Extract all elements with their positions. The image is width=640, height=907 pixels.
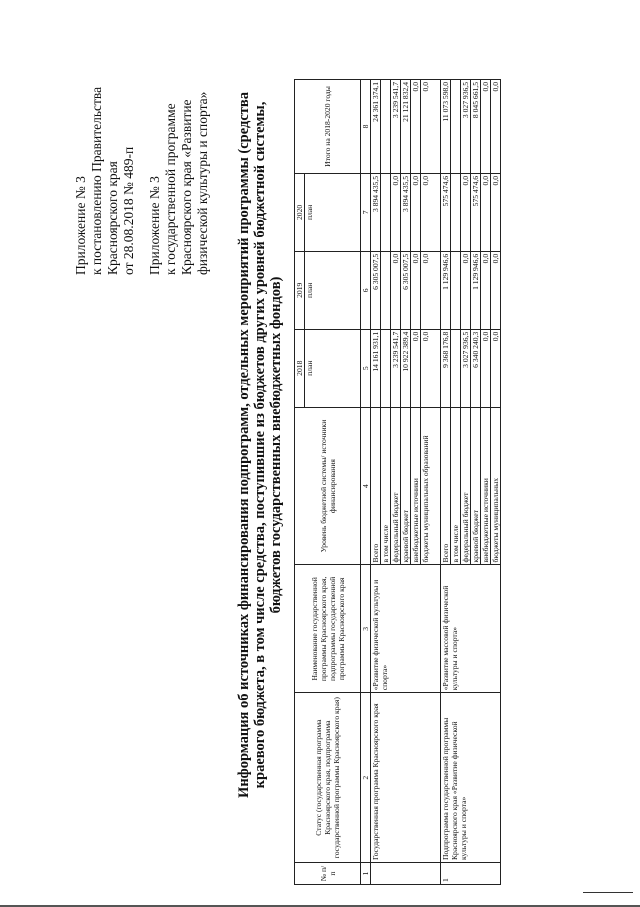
value-2019: 0,0 xyxy=(421,251,441,329)
value-total xyxy=(381,80,391,174)
column-number: 1 xyxy=(361,863,371,885)
value-total: 24 361 374,1 xyxy=(371,80,381,174)
title-line: Информация об источниках финансирования подпрограмм, отдельных мероприятий программы (средства xyxy=(236,92,252,798)
header-year-2018: 2018 xyxy=(295,329,305,407)
header-num: № п/п xyxy=(295,863,361,885)
column-number: 5 xyxy=(361,329,371,407)
financing-table xyxy=(294,79,501,885)
value-2018: 10 922 389,4 xyxy=(401,329,411,407)
value-2019: 0,0 xyxy=(491,251,501,329)
value-total: 11 073 598,0 xyxy=(441,80,451,174)
appendix-line: к государственной программе xyxy=(163,103,178,275)
header-name: Наименование государственной программы Красноярского края, подпрограммы государственной программы Красноярского края xyxy=(295,565,361,693)
column-number: 8 xyxy=(361,80,371,174)
value-2020: 0,0 xyxy=(421,173,441,251)
document-title xyxy=(236,55,284,835)
row-num xyxy=(371,863,441,885)
value-total: 0,0 xyxy=(411,80,421,174)
appendix-line: Красноярского края «Развитие xyxy=(179,99,194,275)
value-2020: 575 474,6 xyxy=(441,173,451,251)
column-number: 6 xyxy=(361,251,371,329)
value-2020: 0,0 xyxy=(481,173,491,251)
value-2019: 0,0 xyxy=(461,251,471,329)
header-level: Уровень бюджетной системы/ источники финансирования xyxy=(295,407,361,565)
value-2020 xyxy=(381,173,391,251)
value-2019: 6 305 007,5 xyxy=(401,251,411,329)
value-2019 xyxy=(381,251,391,329)
value-2018: 6 340 240,3 xyxy=(471,329,481,407)
value-2020: 3 894 435,5 xyxy=(401,173,411,251)
row-status: Подпрограмма государственной программы Красноярского края «Развитие физической культуры и спорта» xyxy=(441,693,501,863)
header-plan: план xyxy=(305,251,361,329)
value-2019: 0,0 xyxy=(411,251,421,329)
title-line: краевого бюджета, в том числе средства, поступившие из бюджетов других уровней бюджетной системы, xyxy=(252,101,268,789)
row-status: Государственная программа Красноярского края xyxy=(371,693,441,863)
appendix-line: Красноярского края xyxy=(105,161,120,275)
row-program-name: «Развитие массовой физической культуры и спорта» xyxy=(441,565,501,693)
header-total: Итого на 2018-2020 годы xyxy=(295,80,361,174)
header-plan: план xyxy=(305,329,361,407)
value-2018: 3 027 936,5 xyxy=(461,329,471,407)
value-total: 0,0 xyxy=(491,80,501,174)
title-line: бюджетов государственных внебюджетных фондов) xyxy=(268,276,284,614)
row-source: федеральный бюджет xyxy=(391,407,401,565)
row-source: в том числе xyxy=(381,407,391,565)
header-plan: план xyxy=(305,173,361,251)
value-2018: 0,0 xyxy=(411,329,421,407)
value-total: 3 239 541,7 xyxy=(391,80,401,174)
row-source: в том числе xyxy=(451,407,461,565)
table-row xyxy=(441,80,451,885)
appendix-line: Приложение № 3 xyxy=(147,176,162,275)
appendix-program-block xyxy=(147,92,211,275)
row-source: бюджеты муниципальных xyxy=(491,407,501,565)
appendix-line: физической культуры и спорта» xyxy=(195,91,210,275)
value-2020: 575 474,6 xyxy=(471,173,481,251)
value-2018: 0,0 xyxy=(491,329,501,407)
value-2020: 0,0 xyxy=(411,173,421,251)
header-year-2019: 2019 xyxy=(295,251,305,329)
appendix-line: к постановлению Правительства xyxy=(89,86,104,275)
value-2020: 0,0 xyxy=(461,173,471,251)
header-status: Статус (государственная программа Красноярского края, подпрограмма государственной программы Красноярского края) xyxy=(295,693,361,863)
value-total xyxy=(451,80,461,174)
appendix-line: Приложение № 3 xyxy=(73,176,88,275)
value-2020: 3 894 435,5 xyxy=(371,173,381,251)
value-2018: 9 368 176,8 xyxy=(441,329,451,407)
value-2018 xyxy=(381,329,391,407)
value-2018 xyxy=(451,329,461,407)
row-num: 1 xyxy=(441,863,501,885)
value-2018: 0,0 xyxy=(481,329,491,407)
row-program-name: «Развитие физической культуры и спорта» xyxy=(371,565,441,693)
value-2019: 0,0 xyxy=(481,251,491,329)
value-2018: 0,0 xyxy=(421,329,441,407)
value-2019: 1 129 946,6 xyxy=(471,251,481,329)
row-source: краевой бюджет xyxy=(401,407,411,565)
row-source: Всего xyxy=(371,407,381,565)
page-edge-line xyxy=(583,892,633,893)
value-2019: 1 129 946,6 xyxy=(441,251,451,329)
value-total: 21 121 832,4 xyxy=(401,80,411,174)
appendix-decree-block xyxy=(73,87,137,275)
appendix-line: от 28.08.2018 № 489-п xyxy=(121,146,136,275)
value-2020: 0,0 xyxy=(391,173,401,251)
column-number: 7 xyxy=(361,173,371,251)
value-2018: 14 161 931,1 xyxy=(371,329,381,407)
value-2019: 6 305 007,5 xyxy=(371,251,381,329)
value-total: 8 045 661,5 xyxy=(471,80,481,174)
value-2019 xyxy=(451,251,461,329)
value-total: 3 027 936,5 xyxy=(461,80,471,174)
column-number: 2 xyxy=(361,693,371,863)
row-source: внебюджетные источники xyxy=(411,407,421,565)
row-source: краевой бюджет xyxy=(471,407,481,565)
value-2018: 3 239 541,7 xyxy=(391,329,401,407)
row-source: бюджеты муниципальных образований xyxy=(421,407,441,565)
table-row xyxy=(371,80,381,885)
value-2020 xyxy=(451,173,461,251)
row-source: Всего xyxy=(441,407,451,565)
row-source: внебюджетные источники xyxy=(481,407,491,565)
column-number: 4 xyxy=(361,407,371,565)
value-2020: 0,0 xyxy=(491,173,501,251)
value-total: 0,0 xyxy=(481,80,491,174)
column-number: 3 xyxy=(361,565,371,693)
value-total: 0,0 xyxy=(421,80,441,174)
value-2019: 0,0 xyxy=(391,251,401,329)
header-year-2020: 2020 xyxy=(295,173,305,251)
row-source: федеральный бюджет xyxy=(461,407,471,565)
